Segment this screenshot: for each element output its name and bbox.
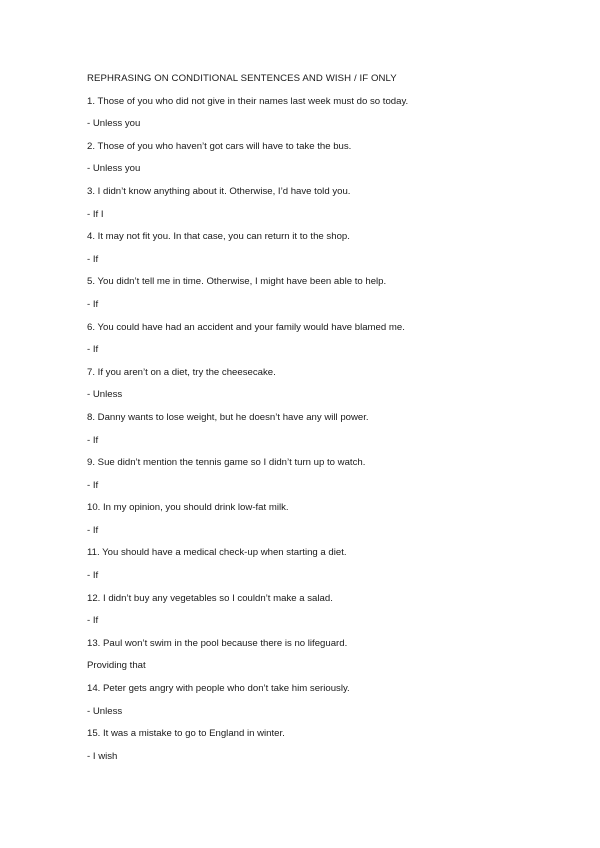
exercise-prompt-15: - I wish	[87, 750, 118, 762]
exercise-prompt-4: - If	[87, 253, 99, 265]
exercise-sentence-8: 8. Danny wants to lose weight, but he doesn’t have any will power.	[87, 411, 369, 423]
exercise-prompt-5: - If	[87, 298, 99, 310]
exercise-sentence-12: 12. I didn’t buy any vegetables so I couldn’t make a salad.	[87, 592, 333, 604]
exercise-prompt-14: - Unless	[87, 705, 123, 717]
exercise-sentence-9: 9. Sue didn’t mention the tennis game so I didn’t turn up to watch.	[87, 457, 366, 469]
exercise-prompt-6: - If	[87, 344, 99, 356]
exercise-sentence-7: 7. If you aren’t on a diet, try the cheesecake.	[87, 366, 276, 378]
document-content	[87, 72, 527, 772]
exercise-sentence-5: 5. You didn’t tell me in time. Otherwise, I might have been able to help.	[87, 276, 387, 288]
exercise-prompt-9: - If	[87, 479, 99, 491]
exercise-sentence-13: 13. Paul won’t swim in the pool because there is no lifeguard.	[87, 637, 348, 649]
exercise-sentence-15: 15. It was a mistake to go to England in winter.	[87, 728, 285, 740]
exercise-sentence-11: 11. You should have a medical check-up when starting a diet.	[87, 547, 347, 559]
exercise-prompt-3: - If I	[87, 208, 104, 220]
exercise-prompt-12: - If	[87, 615, 99, 627]
exercise-prompt-2: - Unless you	[87, 163, 141, 175]
exercise-sentence-3: 3. I didn’t know anything about it. Otherwise, I’d have told you.	[87, 185, 351, 197]
exercise-prompt-7: - Unless	[87, 389, 123, 401]
document-title: REPHRASING ON CONDITIONAL SENTENCES AND WISH / IF ONLY	[87, 73, 397, 84]
exercise-sentence-6: 6. You could have had an accident and your family would have blamed me.	[87, 321, 405, 333]
exercise-prompt-8: - If	[87, 434, 99, 446]
exercise-sentence-4: 4. It may not fit you. In that case, you can return it to the shop.	[87, 231, 350, 243]
exercise-prompt-1: - Unless you	[87, 118, 141, 130]
exercise-sentence-10: 10. In my opinion, you should drink low-fat milk.	[87, 502, 289, 514]
exercise-sentence-14: 14. Peter gets angry with people who don’t take him seriously.	[87, 683, 350, 695]
exercise-sentence-2: 2. Those of you who haven’t got cars will have to take the bus.	[87, 140, 352, 152]
exercise-prompt-13: Providing that	[87, 660, 146, 672]
exercise-prompt-11: - If	[87, 570, 99, 582]
exercise-sentence-1: 1. Those of you who did not give in their names last week must do so today.	[87, 95, 409, 107]
exercise-prompt-10: - If	[87, 524, 99, 536]
